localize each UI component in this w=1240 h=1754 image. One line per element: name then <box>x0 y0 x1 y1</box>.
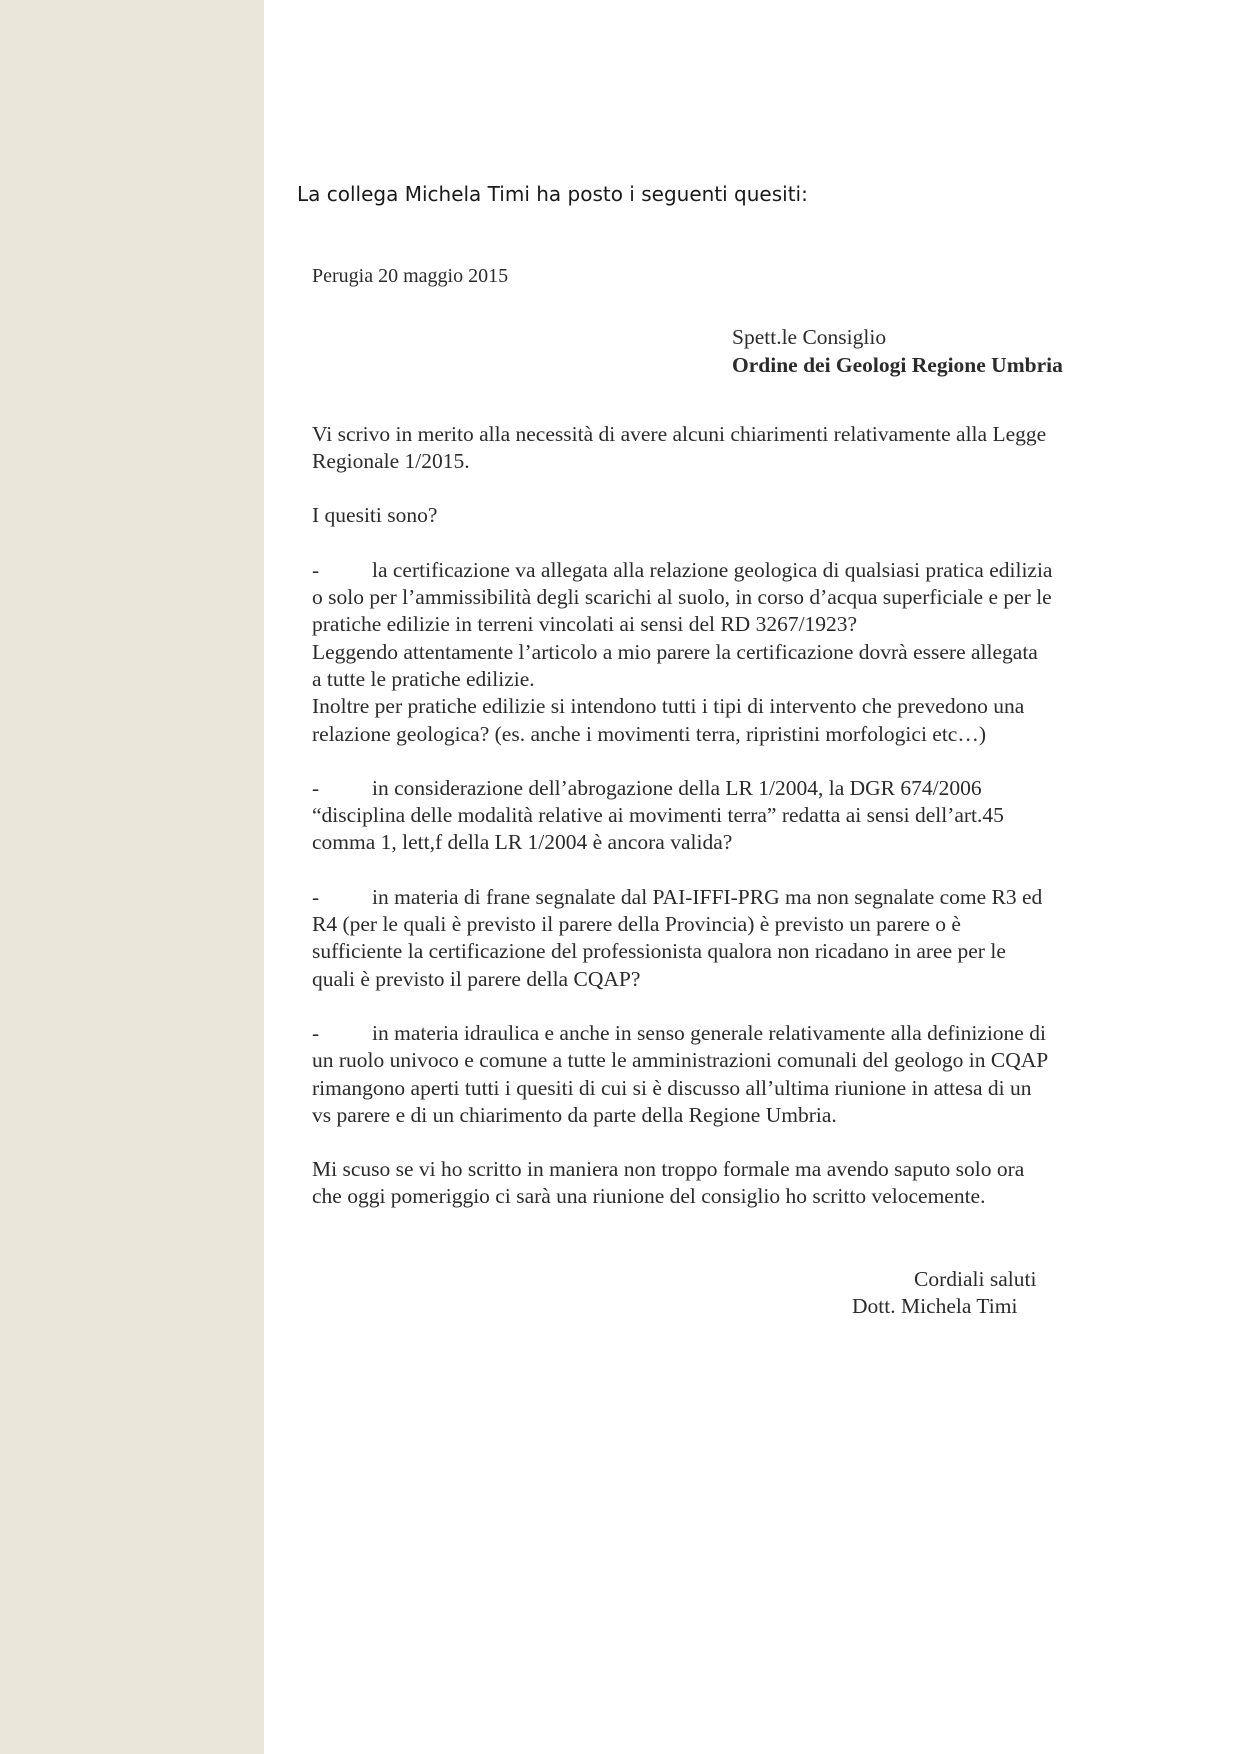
text-line: R4 (per le quali è previsto il parere della Provincia) è previsto un parere o è <box>312 912 961 937</box>
text-line <box>312 884 1142 911</box>
text-line: un ruolo univoco e comune a tutte le amministrazioni comunali del geologo in CQAP <box>312 1048 1049 1073</box>
text-line: relazione geologica? (es. anche i movimenti terra, ripristini morfologici etc…) <box>312 721 987 746</box>
text-line: rimangono aperti tutti i quesiti di cui si è discusso all’ultima riunione in attesa di un <box>312 1075 1032 1100</box>
sidebar-band <box>0 0 264 1754</box>
letter-image <box>312 263 1142 1320</box>
text-span: la certificazione va allegata alla relazione geologica di qualsiasi pratica edilizia <box>372 557 1053 582</box>
text-line: comma 1, lett,f della LR 1/2004 è ancora valida? <box>312 830 733 855</box>
text-span: in considerazione dell’abrogazione della LR 1/2004, la DGR 674/2006 <box>372 775 982 800</box>
dash-marker: - <box>312 1020 320 1045</box>
text-line: Mi scuso se vi ho scritto in maniera non troppo formale ma avendo saputo solo ora <box>312 1157 1025 1182</box>
text-line: Vi scrivo in merito alla necessità di avere alcuni chiarimenti relativamente alla Legge <box>312 421 1047 446</box>
intro-text: La collega Michela Timi ha posto i seguenti quesiti: <box>297 182 808 206</box>
text-line <box>312 1020 1142 1047</box>
text-line <box>312 775 1142 802</box>
signature-block <box>852 1266 1142 1321</box>
recipient-organization: Ordine dei Geologi Regione Umbria <box>732 352 1063 377</box>
recipient-line: Spett.le Consiglio <box>732 325 887 350</box>
dash-marker: - <box>312 775 320 800</box>
text-line: a tutte le pratiche edilizie. <box>312 666 535 691</box>
question-item <box>312 775 1142 857</box>
closing-paragraph <box>312 1156 1142 1211</box>
letter-date: Perugia 20 maggio 2015 <box>312 265 509 287</box>
salutation: Cordiali saluti <box>914 1266 1037 1291</box>
letter-recipient <box>732 324 1142 379</box>
question-item <box>312 1020 1142 1129</box>
text-line: sufficiente la certificazione del professionista qualora non ricadano in aree per le <box>312 939 1006 964</box>
text-line: Inoltre per pratiche edilizie si intendono tutti i tipi di intervento che prevedono una <box>312 694 1025 719</box>
text-line: che oggi pomeriggio ci sarà una riunione del consiglio ho scritto velocemente. <box>312 1184 986 1209</box>
dash-marker: - <box>312 557 320 582</box>
text-line: Leggendo attentamente l’articolo a mio parere la certificazione dovrà essere allegata <box>312 639 1038 664</box>
text-span: in materia idraulica e anche in senso generale relativamente alla definizione di <box>372 1020 1046 1045</box>
text-line: “disciplina delle modalità relative ai movimenti terra” redatta ai sensi dell’art.45 <box>312 803 1004 828</box>
text-line: o solo per l’ammissibilità degli scarichi al suolo, in corso d’acqua superficiale e per le <box>312 585 1052 610</box>
text-span: in materia di frane segnalate dal PAI-IFFI-PRG ma non segnalate come R3 ed <box>372 884 1043 909</box>
text-line <box>312 557 1142 584</box>
questions-intro: I quesiti sono? <box>312 503 438 528</box>
question-item <box>312 884 1142 993</box>
text-line: quali è previsto il parere della CQAP? <box>312 966 641 991</box>
text-line: vs parere e di un chiarimento da parte della Regione Umbria. <box>312 1102 837 1127</box>
signature-name: Dott. Michela Timi <box>852 1294 1018 1319</box>
text-line: pratiche edilizie in terreni vincolati ai sensi del RD 3267/1923? <box>312 612 858 637</box>
dash-marker: - <box>312 884 320 909</box>
opening-paragraph <box>312 421 1142 476</box>
question-item <box>312 557 1142 748</box>
text-line: Regionale 1/2015. <box>312 449 470 474</box>
